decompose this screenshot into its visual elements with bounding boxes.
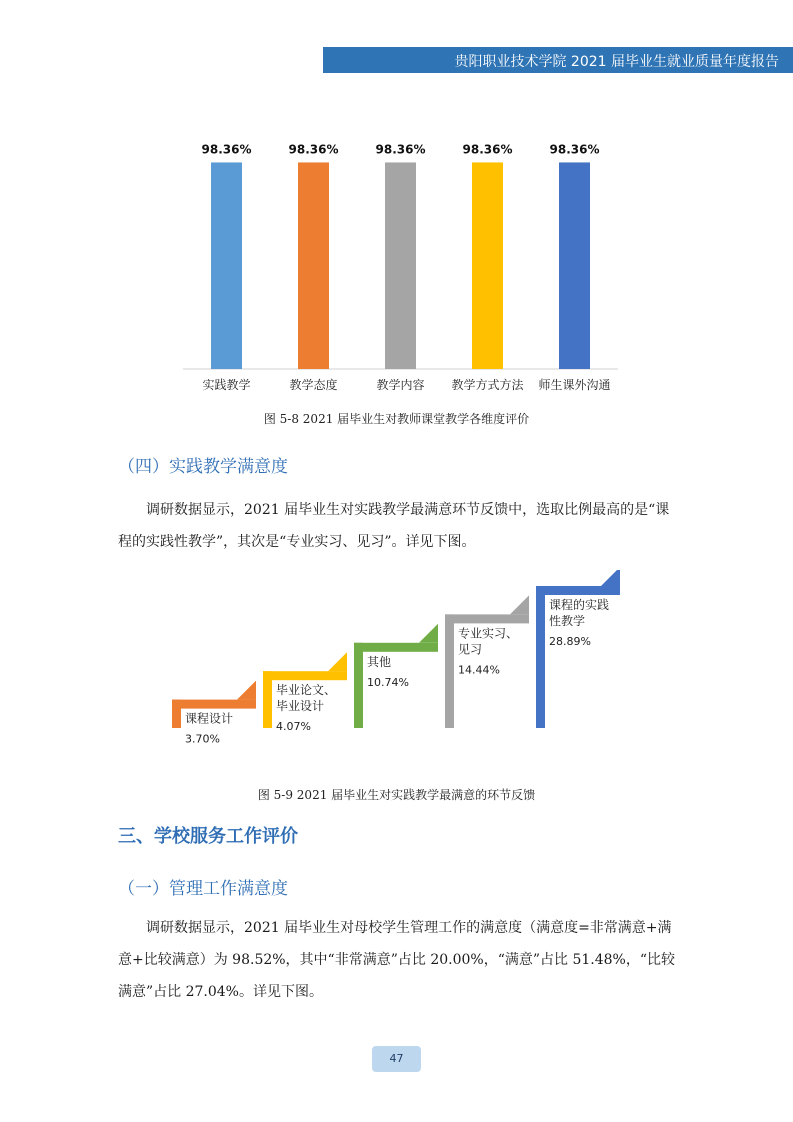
step-label-2-0: 其他 bbox=[367, 654, 392, 669]
step-value-0: 3.70% bbox=[185, 732, 220, 746]
management-satisfaction-paragraph: 调研数据显示，2021 届毕业生对母校学生管理工作的满意度（满意度=非常满意+满意+比较满意）为 98.52%，其中“非常满意”占比 20.00%，“满意”占比 51.48%，“比较满意”占比 27.04%。详见下图。 bbox=[118, 920, 676, 1000]
step-top-4 bbox=[536, 586, 620, 595]
bar-0 bbox=[211, 162, 242, 369]
step-top-1 bbox=[263, 671, 347, 680]
page-number: 47 bbox=[389, 1052, 404, 1065]
bar-value-label-2: 98.36% bbox=[375, 142, 426, 157]
step-triangle-4 bbox=[601, 570, 620, 586]
step-riser-0 bbox=[172, 700, 181, 728]
bar-4 bbox=[559, 162, 590, 369]
section-management-heading: （一）管理工作满意度 bbox=[118, 879, 288, 899]
step-label-4-0: 课程的实践 bbox=[549, 598, 610, 612]
practice-teaching-staircase-chart bbox=[0, 570, 793, 770]
figure-5-9-caption: 图 5-9 2021 届毕业生对实践教学最满意的环节反馈 bbox=[257, 788, 536, 802]
step-value-4: 28.89% bbox=[549, 635, 591, 648]
category-label-2: 教学内容 bbox=[376, 378, 425, 392]
step-riser-4 bbox=[536, 586, 545, 728]
section-practice-teaching-heading: （四）实践教学满意度 bbox=[118, 457, 288, 477]
step-top-2 bbox=[354, 643, 438, 652]
step-triangle-3 bbox=[510, 595, 529, 614]
step-label-1-0: 毕业论文、 bbox=[276, 683, 337, 698]
bar-value-label-1: 98.36% bbox=[288, 142, 339, 157]
step-label-1-1: 毕业设计 bbox=[276, 699, 325, 714]
page-number-box bbox=[372, 1046, 421, 1072]
teaching-evaluation-bar-chart bbox=[0, 0, 793, 420]
step-label-0-0: 课程设计 bbox=[185, 711, 234, 726]
category-label-1: 教学态度 bbox=[289, 378, 338, 392]
step-riser-1 bbox=[263, 671, 272, 728]
practice-teaching-paragraph: 调研数据显示，2021 届毕业生对实践教学最满意环节反馈中，选取比例最高的是“课程的实践性教学”，其次是“专业实习、见习”。详见下图。 bbox=[118, 502, 670, 550]
step-value-3: 14.44% bbox=[458, 663, 500, 677]
bar-3 bbox=[472, 162, 503, 369]
step-label-3-1: 见习 bbox=[458, 642, 483, 657]
category-label-3: 教学方式方法 bbox=[451, 378, 524, 392]
step-label-3-0: 专业实习、 bbox=[458, 626, 519, 641]
step-triangle-2 bbox=[419, 624, 438, 643]
category-label-0: 实践教学 bbox=[202, 378, 251, 392]
bar-value-label-0: 98.36% bbox=[201, 142, 252, 157]
step-value-1: 4.07% bbox=[276, 720, 311, 734]
bar-value-label-4: 98.36% bbox=[549, 142, 600, 157]
step-label-4-1: 性教学 bbox=[549, 614, 586, 628]
step-riser-3 bbox=[445, 614, 454, 728]
section-school-service-heading: 三、学校服务工作评价 bbox=[118, 826, 298, 847]
figure-5-8-caption: 图 5-8 2021 届毕业生对教师课堂教学各维度评价 bbox=[263, 412, 530, 426]
header-title: 贵阳职业技术学院 2021 届毕业生就业质量年度报告 bbox=[454, 54, 779, 70]
step-top-3 bbox=[445, 614, 529, 623]
category-label-4: 师生课外沟通 bbox=[538, 378, 611, 392]
step-value-2: 10.74% bbox=[367, 675, 409, 689]
bar-2 bbox=[385, 162, 416, 369]
step-riser-2 bbox=[354, 643, 363, 728]
bar-value-label-3: 98.36% bbox=[462, 142, 513, 157]
step-triangle-1 bbox=[328, 652, 347, 671]
bar-1 bbox=[298, 162, 329, 369]
step-triangle-0 bbox=[237, 681, 256, 700]
step-top-0 bbox=[172, 700, 256, 709]
